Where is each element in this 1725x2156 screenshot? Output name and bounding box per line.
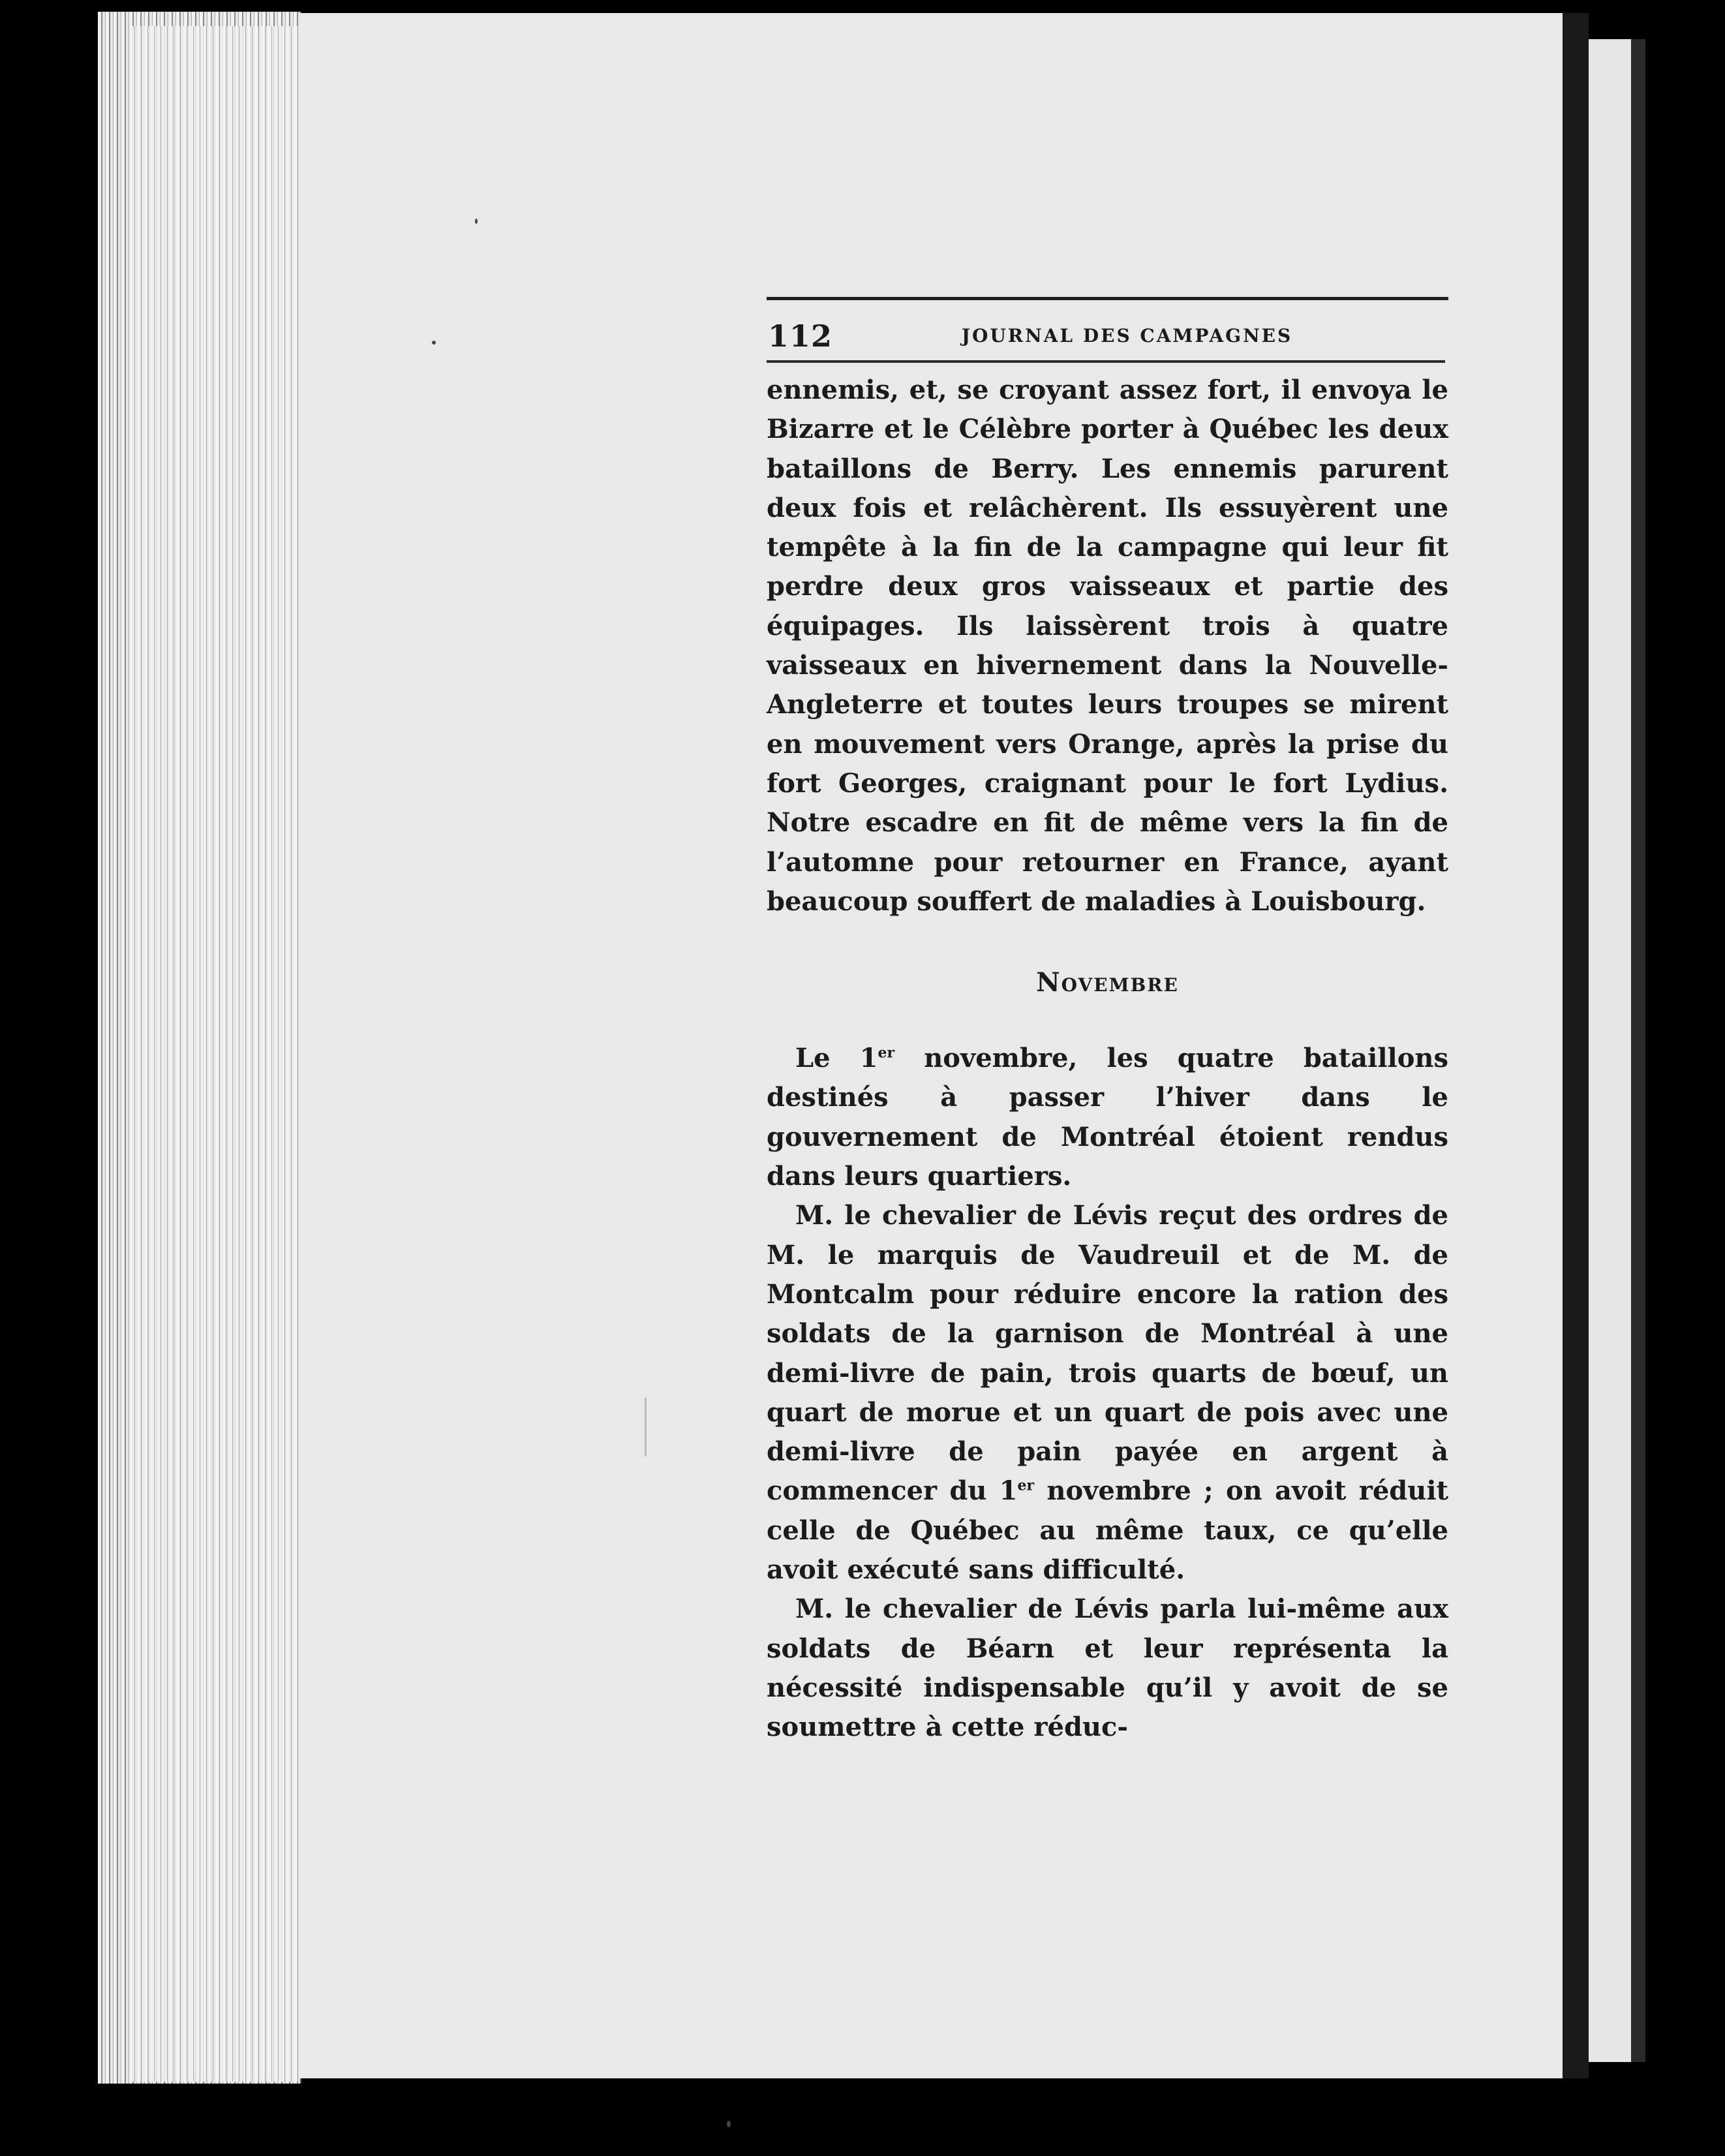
superscript: er [1017, 1477, 1035, 1495]
page-content [767, 297, 1448, 1748]
page-edges-inner [130, 26, 300, 2082]
section-heading: Novembre [1036, 967, 1179, 998]
running-title: JOURNAL DES CAMPAGNES [961, 325, 1293, 346]
paragraph-lead: Le 1 [795, 1043, 878, 1074]
paragraph [767, 1196, 1448, 1590]
paragraph: M. le chevalier de Lévis parla lui-même aux soldats de Béarn et leur représenta la nécessité indispensable qu’il y avoit de se soumettre à cette réduc- [767, 1594, 1448, 1743]
running-header [767, 300, 1448, 360]
paragraph-lead: M. le chevalier de Lévis reçut des ordres de M. le marquis de Vaudreuil et de M. de Montcalm pour réduire encore la ration des soldats de la garnison de Montréal à une demi-livre de pain, trois quarts de bœuf, un quart de morue et un quart de pois avec une demi-livre de pain payée en argent à commencer du 1 [767, 1200, 1448, 1507]
scan-speck [727, 2121, 731, 2127]
paragraph-rest: novembre, les quatre bataillons destinés à passer l’hiver dans le gouvernement de Montréal étoient rendus dans leurs quartiers. [767, 1043, 1448, 1192]
body-text [767, 371, 1448, 1748]
paragraph-rest: novembre ; on avoit réduit celle de Québec au même taux, ce qu’elle avoit exécuté sans difficulté. [767, 1475, 1449, 1586]
next-page-shadow [1631, 39, 1645, 2062]
page-number: 112 [768, 318, 833, 354]
book-binding [1563, 13, 1589, 2078]
paragraph [767, 1039, 1448, 1196]
header-rule-bottom [767, 360, 1445, 363]
scan-speck [645, 1398, 647, 1456]
paragraph-continued: ennemis, et, se croyant assez fort, il envoya le Bizarre et le Célèbre porter à Québec les deux bataillons de Berry. Les ennemis parurent deux fois et relâchèrent. Ils essuyèrent une tempête à la fin de la campagne qui leur fit perdre deux gros vaisseaux et partie des équipages. Ils laissèrent trois à quatre vaisseaux en hivernement dans la Nouvelle-Angleterre et toutes leurs troupes se mirent en mouvement vers Orange, après la prise du fort Georges, craignant pour le fort Lydius. Notre escadre en fit de même vers la fin de l’automne pour retourner en France, ayant beaucoup souffert de maladies à Louisbourg. [767, 375, 1448, 917]
scan-speck [432, 341, 436, 345]
scan-speck [475, 219, 478, 224]
superscript: er [878, 1044, 895, 1062]
